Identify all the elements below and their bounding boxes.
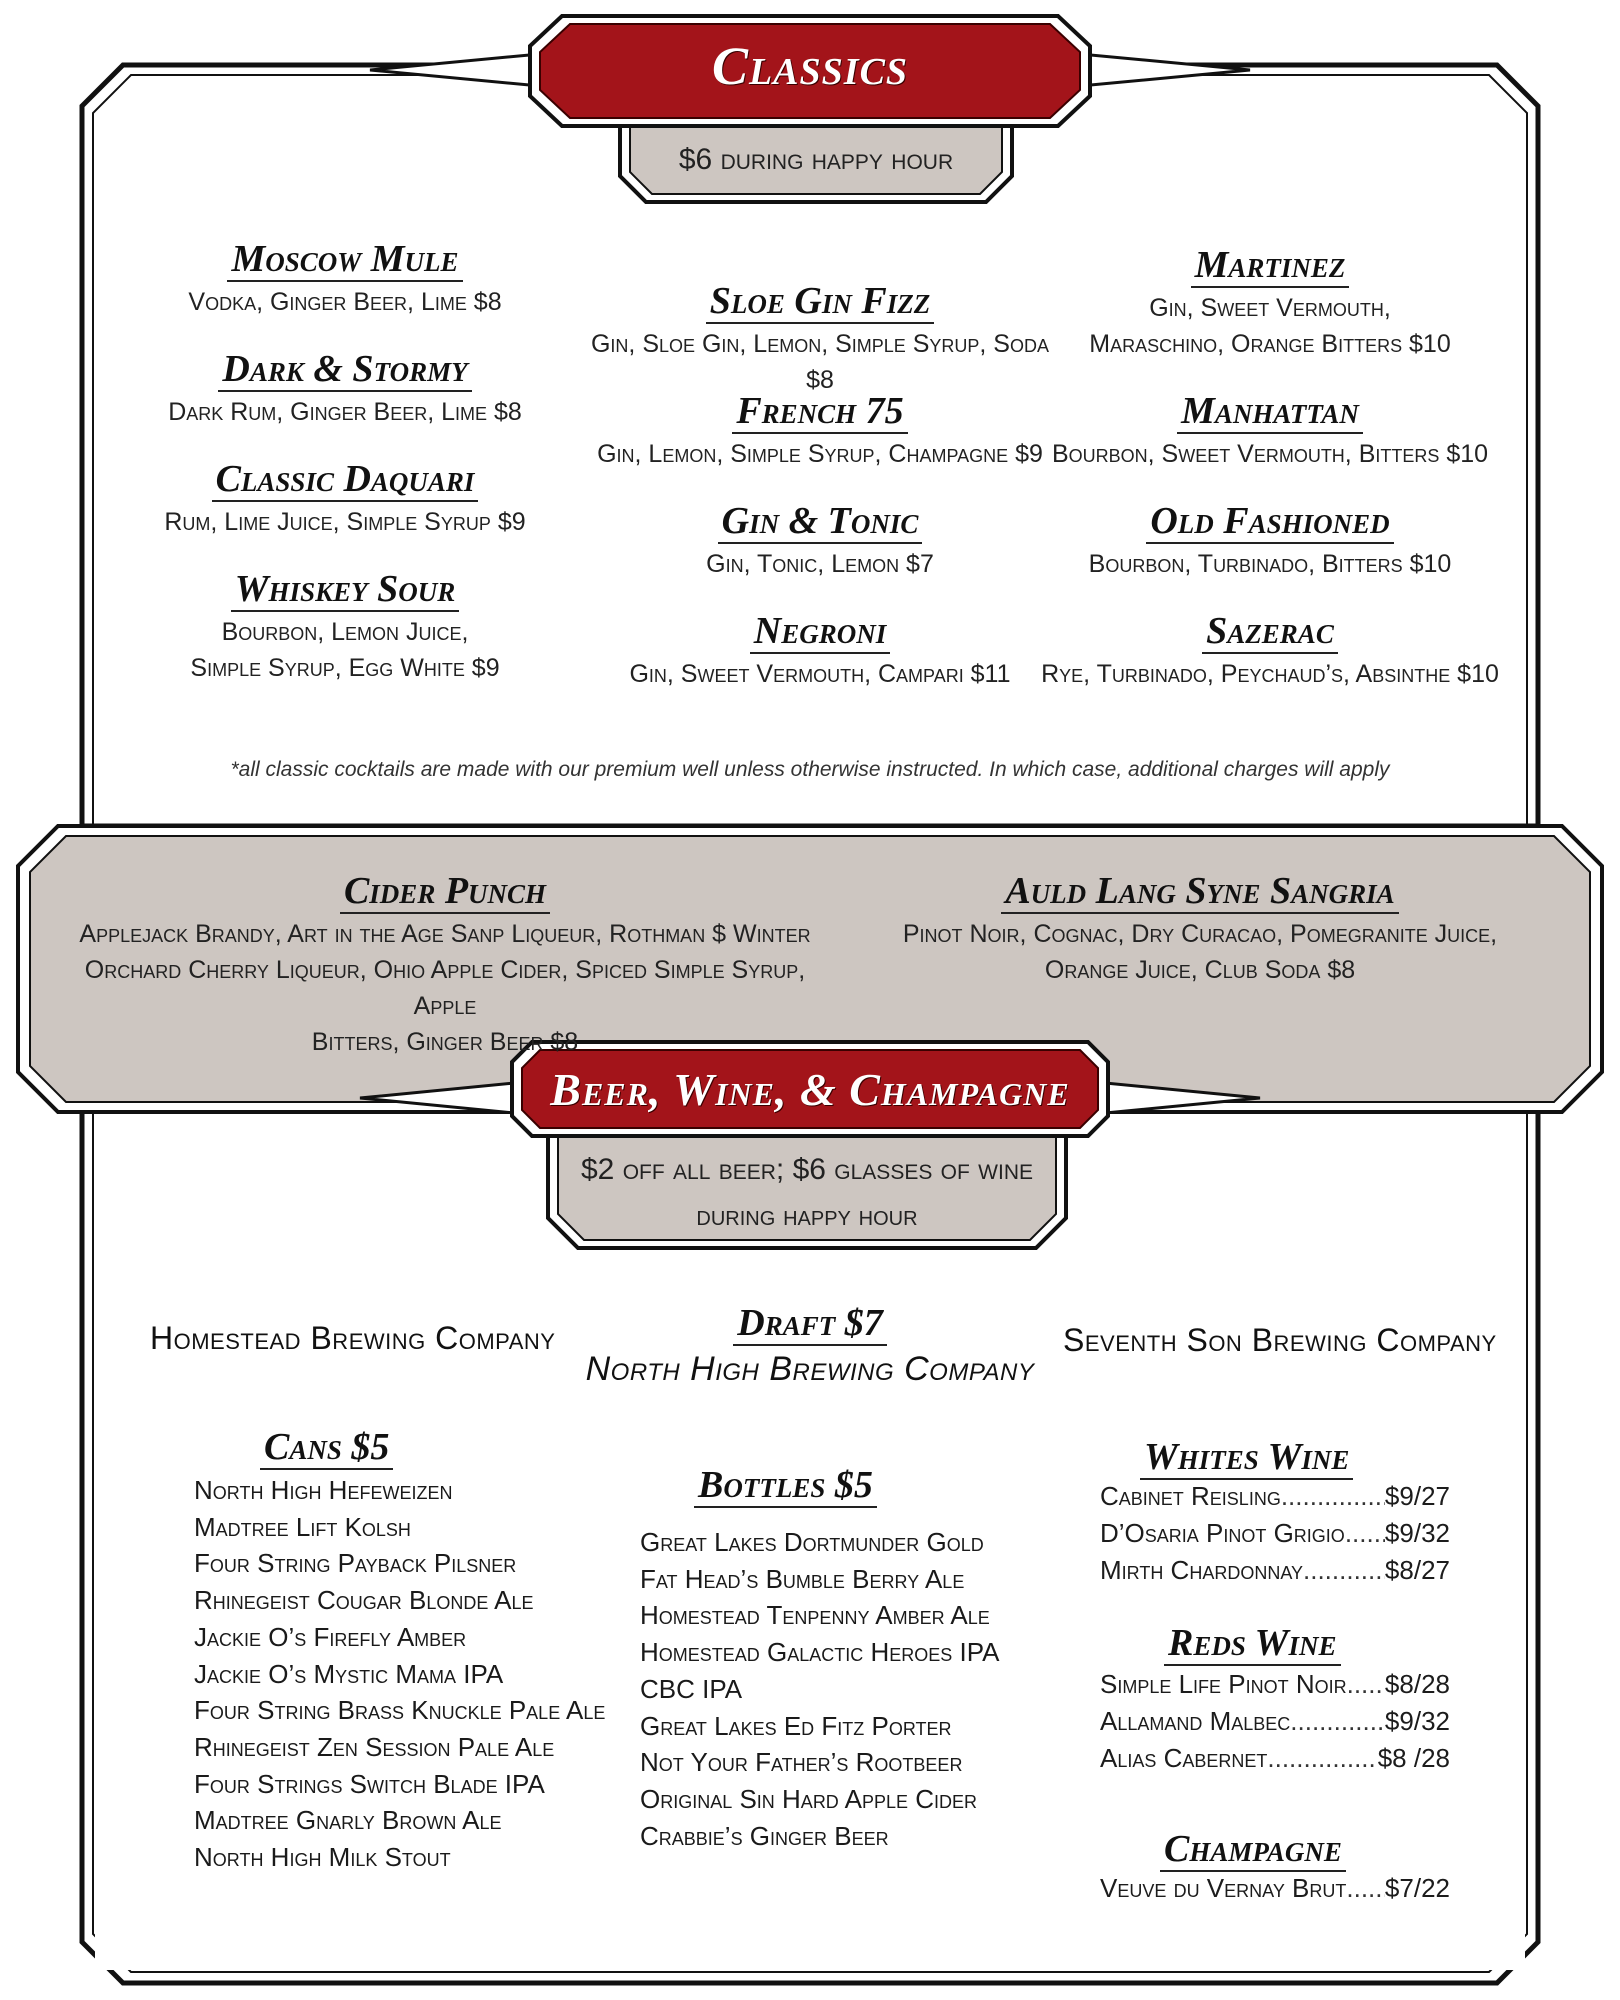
list-item: Four Strings Switch Blade IPA [194,1768,545,1799]
draft-block [580,1304,1040,1346]
wine-row [1100,1870,1450,1907]
drink-gin-tonic [580,502,1060,582]
reds-wine-list [1100,1666,1450,1777]
drink-desc: Gin, Tonic, Lemon $7 [706,550,934,578]
drink-desc: Vodka, Ginger Beer, Lime $8 [188,288,502,316]
wine-price: $9/32 [1384,1706,1450,1736]
bottles-heading: Bottles $5 [694,1466,877,1508]
list-item: Rhinegeist Cougar Blonde Ale [194,1585,534,1616]
drink-desc: Bourbon, Sweet Vermouth, Bitters $10 [1051,440,1489,468]
drink-martinez [1040,246,1500,362]
list-item: Jackie O’s Mystic Mama IPA [194,1658,504,1689]
drink-name: Whiskey Sour [231,570,459,612]
drink-dark-stormy [130,350,560,430]
drink-name: Dark & Stormy [218,350,471,392]
wine-row [1100,1515,1450,1552]
wine-name: Allamand Malbec [1100,1706,1291,1736]
drink-desc: Dark Rum, Ginger Beer, Lime $8 [168,398,522,426]
wine-row [1100,1666,1450,1703]
list-item: Four String Payback Pilsner [194,1548,517,1579]
leader-dots [1303,1552,1385,1589]
drink-manhattan [1040,392,1500,472]
wine-price: $8/28 [1384,1669,1450,1699]
leader-dots [1281,1478,1385,1515]
list-item: Four String Brass Knuckle Pale Ale [194,1695,606,1726]
wine-name: Veuve du Vernay Brut [1100,1873,1347,1903]
drink-desc: Orange Juice, Club Soda $8 [1044,956,1356,984]
drink-desc: Maraschino, Orange Bitters $10 [1089,330,1451,358]
beer-title: Beer, Wine, & Champagne [550,1064,1070,1115]
leader-dots [1267,1740,1377,1777]
wine-row [1100,1478,1450,1515]
list-item: Rhinegeist Zen Session Pale Ale [194,1731,555,1762]
list-item: Not Your Father’s Rootbeer [640,1747,963,1778]
list-item: Homestead Tenpenny Amber Ale [640,1600,990,1631]
drink-desc: Gin, Lemon, Simple Syrup, Champagne $9 [597,440,1043,468]
drink-name: Negroni [750,612,890,654]
drink-french-75 [580,392,1060,472]
drink-desc: Orchard Cherry Liqueur, Ohio Apple Cider, Spiced Simple Syrup, Apple [84,956,806,1020]
drink-negroni [580,612,1060,692]
cans-heading: Cans $5 [260,1428,393,1470]
brewery-north-high: North High Brewing Company [585,1350,1035,1388]
list-item: Homestead Galactic Heroes IPA [640,1637,1000,1668]
list-item: Great Lakes Ed Fitz Porter [640,1710,952,1741]
wine-price: $8 /28 [1377,1743,1450,1773]
wine-name: D’Osaria Pinot Grigio [1100,1518,1345,1548]
bottles-list [640,1524,999,1854]
drink-sloe-gin-fizz [580,282,1060,398]
leader-dots [1345,1515,1385,1552]
drink-desc: Pinot Noir, Cognac, Dry Curacao, Pomegranite Juice, [902,920,1498,948]
drink-whiskey-sour [130,570,560,686]
classics-title: Classics [711,36,909,96]
list-item: North High Milk Stout [194,1842,451,1873]
leader-dots [1347,1666,1385,1703]
wine-price: $8/27 [1384,1555,1450,1585]
wine-row [1100,1552,1450,1589]
drink-desc: Rum, Lime Juice, Simple Syrup $9 [164,508,526,536]
drink-cider-punch [60,872,830,1060]
list-item: CBC IPA [640,1673,743,1704]
drink-name: Classic Daquari [212,460,479,502]
drink-sazerac [1040,612,1500,692]
drink-desc: Rye, Turbinado, Peychaud’s, Absinthe $10 [1041,660,1499,688]
drink-name: Auld Lang Syne Sangria [1001,872,1398,914]
reds-wine-heading: Reds Wine [1164,1624,1341,1666]
wine-price: $7/22 [1384,1873,1450,1903]
draft-label: Draft $7 [733,1304,886,1346]
wine-name: Cabinet Reisling [1100,1481,1281,1511]
list-item: Great Lakes Dortmunder Gold [640,1527,984,1557]
list-item: North High Hefeweizen [194,1475,453,1505]
leader-dots [1290,1703,1385,1740]
drink-name: Sazerac [1202,612,1338,654]
cans-list [194,1472,605,1876]
brewery-homestead: Homestead Brewing Company [150,1320,556,1356]
drink-old-fashioned [1040,502,1500,582]
drink-desc: Simple Syrup, Egg White $9 [190,654,500,682]
list-item: Fat Head’s Bumble Berry Ale [640,1563,965,1594]
drink-desc: Bourbon, Turbinado, Bitters $10 [1088,550,1452,578]
list-item: Crabbie’s Ginger Beer [640,1820,889,1851]
wine-name: Simple Life Pinot Noir [1100,1669,1347,1699]
drink-desc: Applejack Brandy, Art in the Age Sanp Liqueur, Rothman $ Winter [79,920,811,948]
wine-row [1100,1740,1450,1777]
beer-subtitle-line2: during happy hour [696,1200,918,1231]
champagne-list [1100,1870,1450,1907]
drink-desc: Bourbon, Lemon Juice, [221,618,469,646]
drink-desc: Gin, Sweet Vermouth, Campari $11 [629,660,1011,688]
classics-note: *all classic cocktails are made with our premium well unless otherwise instructed. In which case, additional charges will apply [230,758,1390,781]
drink-name: Old Fashioned [1146,502,1393,544]
wine-name: Alias Cabernet [1100,1743,1268,1773]
list-item: Jackie O’s Firefly Amber [194,1621,467,1652]
beer-subtitle-line1: $2 off all beer; $6 glasses of wine [581,1153,1033,1186]
drink-name: Sloe Gin Fizz [706,282,934,324]
classics-subtitle: $6 during happy hour [678,143,954,176]
drink-auld-lang-syne-sangria [860,872,1540,988]
drink-name: Manhattan [1177,392,1363,434]
leader-dots [1346,1870,1385,1907]
drink-desc: Bitters, Ginger Beer $8 [311,1028,579,1056]
drink-desc: Gin, Sloe Gin, Lemon, Simple Syrup, Soda $8 [590,330,1049,394]
whites-wine-list [1100,1478,1450,1589]
drink-moscow-mule [130,240,560,320]
wine-price: $9/27 [1384,1481,1450,1511]
drink-classic-daquari [130,460,560,540]
champagne-heading: Champagne [1160,1830,1346,1872]
list-item: Madtree Gnarly Brown Ale [194,1805,502,1836]
whites-wine-heading: Whites Wine [1140,1438,1353,1480]
drink-name: Martinez [1191,246,1350,288]
wine-name: Mirth Chardonnay [1100,1555,1304,1585]
drink-desc: Gin, Sweet Vermouth, [1149,294,1391,322]
list-item: Original Sin Hard Apple Cider [640,1783,977,1814]
wine-price: $9/32 [1384,1518,1450,1548]
brewery-seventh-son: Seventh Son Brewing Company [1063,1322,1497,1358]
wine-row [1100,1703,1450,1740]
drink-name: Cider Punch [340,872,550,914]
drink-name: French 75 [732,392,907,434]
list-item: Madtree Lift Kolsh [194,1511,411,1542]
drink-name: Moscow Mule [227,240,462,282]
drink-name: Gin & Tonic [718,502,923,544]
